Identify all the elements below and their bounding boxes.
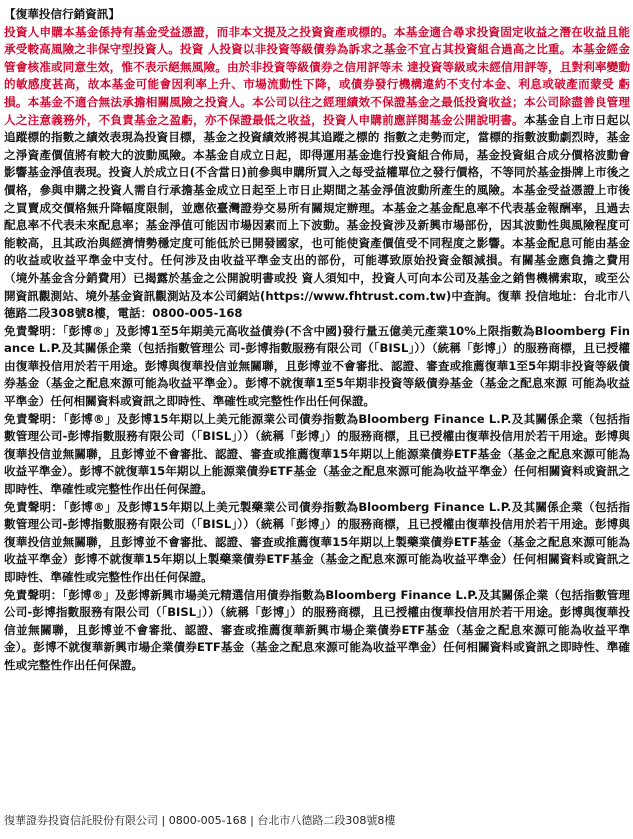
disclaimer-energy-15y: 免責聲明：「彭博®」及彭博15年期以上美元能源業公司債券指數為Bloomberg Finance L.P.及其關係企業（包括指數管理公司-彭博指數服務有限公司（「BISL」））（統稱「彭博」）的服務商標，且已授權由復華投信用於若干用途。彭博與復華投信並無關聯，且彭博並不會審批、認證、審查或推薦復華15年期以上能源業債券ETF基金（基金之配息來源可能為收益平準金）。彭博不就復華15年期以上能源業債券ETF基金（基金之配息來源可能為收益平準金）任何相關資料或資訊之即時性、準確性或完整性作出任何保證。 xyxy=(4,411,630,497)
risk-and-general-notice xyxy=(4,24,630,323)
marketing-disclosure-document xyxy=(4,6,630,675)
footer-separator: | xyxy=(161,814,166,827)
footer-phone: 0800-005-168 xyxy=(168,814,247,827)
footer-address: 台北市八德路二段308號8樓 xyxy=(257,814,396,827)
document-title: 【復華投信行銷資訊】 xyxy=(4,7,120,21)
disclaimer-bisl-1-5y-high-yield: 免責聲明：「彭博®」及彭博1至5年期美元高收益債券(不含中國)發行量五億美元產業10%上限指數為Bloomberg Finance L.P.及其關係企業（包括指數管理公 司-彭博指數服務有限公司（「BISL」））（統稱「彭博」）的服務商標，且已授權由復華投信用於若干用途。彭博與復華投信並無關聯，且彭博並不會審批、認證、審查或推薦復華1至5年期非投資等級債券基金（基金之配息來源可能為收益平準金）。彭博不就復華1至5年期非投資等級債券基金（基金之配息來源 可能為收益平準金）任何相關資料或資訊之即時性、準確性或完整性作出任何保證。 xyxy=(4,323,630,409)
footer-company-name: 復華證券投資信託股份有限公司 xyxy=(4,814,158,827)
risk-warning-text: 投資人申購本基金係持有基金受益憑證，而非本文提及之投資資產或標的。本基金適合尋求投資固定收益之潛在收益且能承受較高風險之非保守型投資人。投資 人投資以非投資等級債券為訴求之基金不宜占其投資組合過高之比重。本基金經金管會核准或同意生效，惟不表示絕無風險。由於非投資等級債券之信用評等未 達投資等級或未經信用評等，且對利率變動的敏感度甚高，故本基金可能會因利率上升、市場流動性下降，或債券發行機構違約不支付本金、利息或破產而蒙受 虧損。本基金不適合無法承擔相關風險之投資人。本公司以往之經理績效不保證基金之最低投資收益；本公司除盡善良管理人之注意義務外，不負責基金之盈虧，亦不保證最低之收益，投資人申購前應詳閱基金公開說明書。 xyxy=(4,24,630,127)
footer-separator: | xyxy=(250,814,254,827)
document-header xyxy=(4,6,630,24)
page-footer xyxy=(4,813,630,829)
disclaimer-emerging-market-credit: 免責聲明：「彭博®」及彭博新興市場美元精選信用債券指數為Bloomberg Finance L.P.及其關係企業（包括指數管理公司-彭博指數服務有限公司（「BISL」））（統稱「彭博」）的服務商標，且已授權由復華投信用於若干用途。彭博與復華投信並無關聯，且彭博並不會審批、認證、審查或推薦復華新興市場企業債券ETF基金（基金之配息來源可能為收益平準金）。彭博不就復華新興市場企業債券ETF基金（基金之配息來源可能為收益平準金）任何相關資料或資訊之即時性、準確性或完整性作出任何保證。 xyxy=(4,587,630,672)
general-notice-text: 本基金自上市日起以追蹤標的指數之績效表現為投資目標，基金之投資績效將視其追蹤之標的 指數之走勢而定，當標的指數波動劇烈時，基金之淨資產價值將有較大的波動風險。本基金自成立日起，即得運用基金進行投資組合佈局，基金投資組合成分價格波動會影響基金淨值表現。投資人於成立日(不含當日)前參與申購所買入之每受益權單位之發行價格，不等同於基金掛牌上市後之價格，參與申購之投資人需自行承擔基金成立日起至上市日止期間之基金淨值波動所產生的風險。本基金受益憑證上市後之買賣成交價格無升降幅度限制，並應依臺灣證券交易所有關規定辦理。本基金之基金配息率不代表基金報酬率，且過去配息率不代表未來配息率；基金淨值可能因市場因素而上下波動。基金投資涉及新興市場部份，因其波動性與風險程度可能較高，且其政治與經濟情勢穩定度可能低於已開發國家，也可能使資產價值受不同程度之影響。本基金配息可能由基金的收益或收益平準金中支付。任何涉及由收益平準金支出的部份，可能導致原始投資金額減損。有關基金應負擔之費用（境外基金含分銷費用）已揭露於基金之公開說明書或投 資人須知中，投資人可向本公司及基金之銷售機構索取，或至公開資訊觀測站、境外基金資訊觀測站及本公司網站(https://www.fhtrust.com.tw)中查詢。復華 投信地址：台北市八德路二段308號8樓，電話：0800-005-168 xyxy=(4,112,630,321)
disclaimer-pharma-15y: 免責聲明：「彭博®」及彭博15年期以上美元製藥業公司債券指數為Bloomberg Finance L.P.及其關係企業（包括指數管理公司-彭博指數服務有限公司（「BISL」））（統稱「彭博」）的服務商標，且已授權由復華投信用於若干用途。彭博與復華投信並無關聯，且彭博並不會審批、認證、審查或推薦復華15年期以上製藥業債券ETF基金（基金之配息來源可能為收益平準金）彭博不就復華15年期以上製藥業債券ETF基金（基金之配息來源可能為收益平準金）任何相關資料或資訊之即時性、準確性或完整性作出任何保證。 xyxy=(4,499,630,584)
